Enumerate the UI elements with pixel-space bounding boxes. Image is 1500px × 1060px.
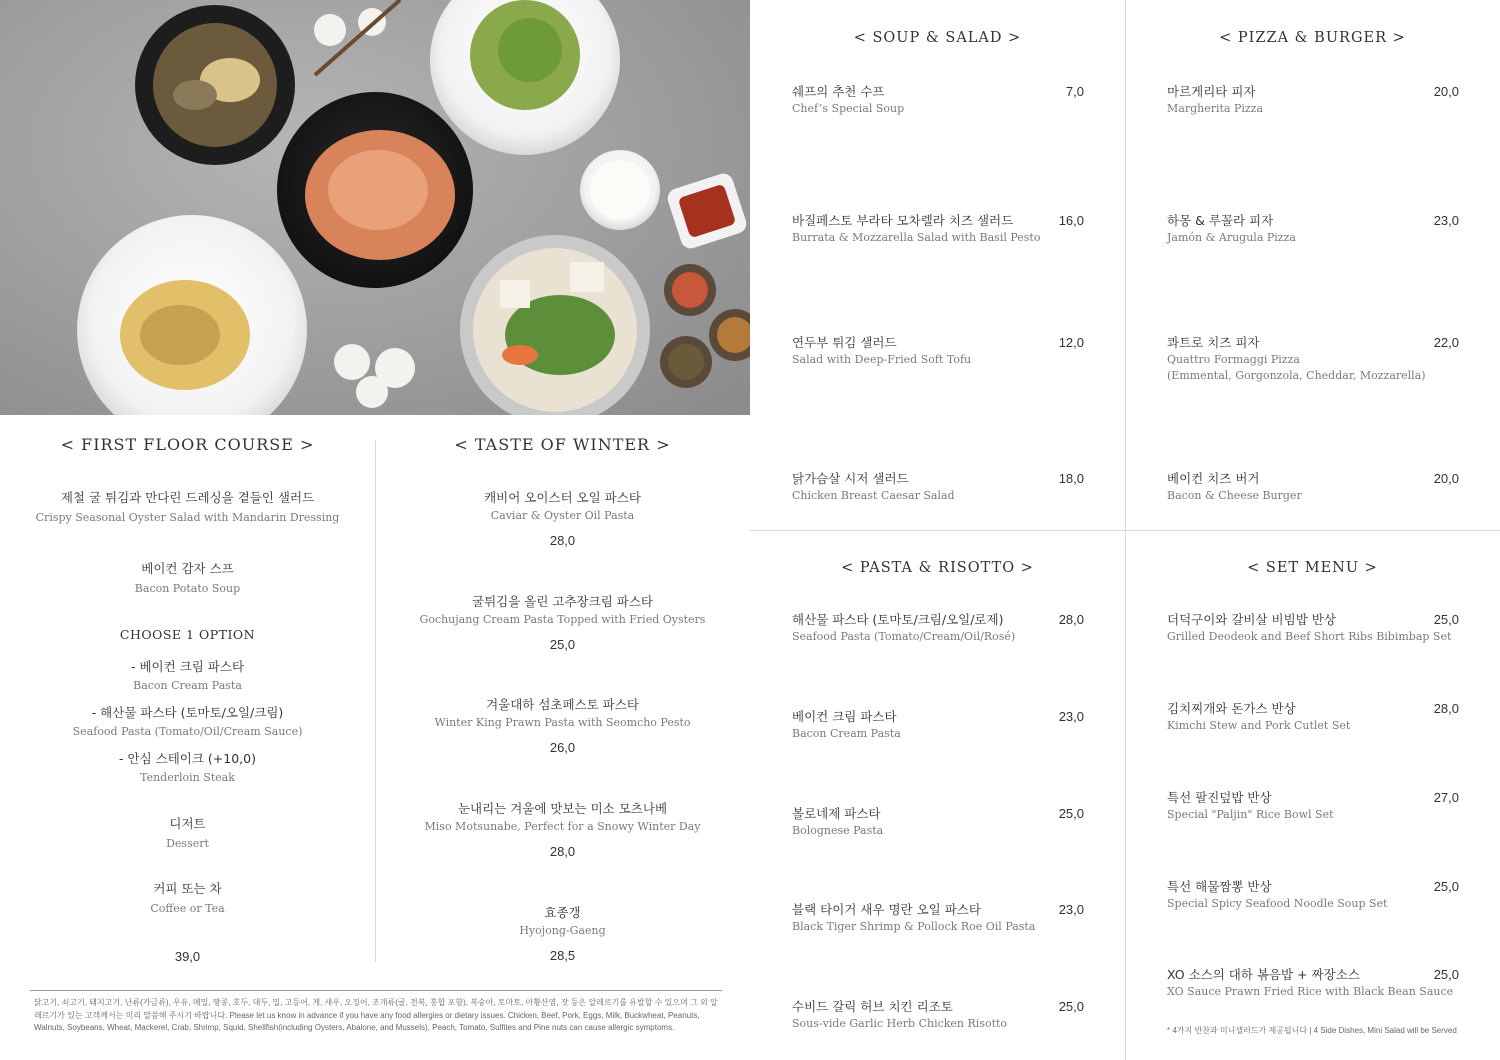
pasta-risotto-title: < PASTA & RISOTTO > bbox=[841, 560, 1034, 576]
menu-item bbox=[792, 612, 1015, 644]
menu-item bbox=[792, 213, 1040, 245]
menu-item-en-detail: (Emmental, Gorgonzola, Cheddar, Mozzarella) bbox=[1167, 369, 1426, 382]
menu-item-ko: 마르게리타 피자 bbox=[1167, 84, 1256, 99]
menu-item bbox=[792, 84, 904, 116]
menu-item-price: 18,0 bbox=[1058, 471, 1084, 486]
menu-item-ko: 더덕구이와 갈비살 비빔밥 반상 bbox=[1167, 612, 1336, 627]
course-item-en: Coffee or Tea bbox=[150, 902, 225, 915]
row-divider bbox=[750, 530, 1500, 531]
winter-item-en: Miso Motsunabe, Perfect for a Snowy Winter Day bbox=[424, 820, 701, 833]
course-item-en: Crispy Seasonal Oyster Salad with Mandarin Dressing bbox=[35, 511, 340, 524]
menu-item-ko: 쉐프의 추천 수프 bbox=[792, 84, 885, 99]
menu-item-en: Margherita Pizza bbox=[1167, 102, 1264, 115]
menu-item-price: 23,0 bbox=[1058, 709, 1084, 724]
menu-item bbox=[792, 709, 901, 741]
course-option-en: Tenderloin Steak bbox=[140, 771, 235, 784]
course-option bbox=[30, 705, 345, 739]
pizza-burger-title: < PIZZA & BURGER > bbox=[1219, 30, 1406, 46]
menu-item-ko: 볼로네제 파스타 bbox=[792, 806, 881, 821]
winter-item bbox=[405, 801, 720, 859]
menu-item bbox=[792, 902, 1035, 934]
course-option-en: Seafood Pasta (Tomato/Oil/Cream Sauce) bbox=[72, 725, 303, 738]
menu-item-ko: XO 소스의 대하 볶음밥 + 짜장소스 bbox=[1167, 967, 1360, 982]
menu-item-price: 28,0 bbox=[1433, 701, 1459, 716]
menu-item-price: 25,0 bbox=[1058, 999, 1084, 1014]
menu-item-ko: 콰트로 치즈 피자 bbox=[1167, 335, 1260, 350]
menu-item-en: Burrata & Mozzarella Salad with Basil Pesto bbox=[792, 231, 1041, 244]
course-item bbox=[30, 561, 345, 596]
winter-item-ko: 캐비어 오이스터 오일 파스타 bbox=[484, 490, 641, 505]
course-title: < FIRST FLOOR COURSE > bbox=[60, 435, 315, 454]
course-option-en: Bacon Cream Pasta bbox=[133, 679, 242, 692]
menu-item-price: 12,0 bbox=[1058, 335, 1084, 350]
course-option bbox=[30, 659, 345, 693]
winter-item-en: Winter King Prawn Pasta with Seomcho Pesto bbox=[434, 716, 691, 729]
winter-item-price: 28,5 bbox=[549, 948, 576, 963]
menu-item bbox=[1167, 213, 1296, 245]
menu-item-ko: 김치찌개와 돈가스 반상 bbox=[1167, 701, 1296, 716]
set-menu-note: * 4가지 반찬과 미니샐러드가 제공됩니다 | 4 Side Dishes, Mini Salad will be Served bbox=[1167, 1026, 1457, 1035]
menu-item bbox=[792, 999, 1007, 1031]
menu-item-ko: 블랙 타이거 새우 명란 오일 파스타 bbox=[792, 902, 981, 917]
menu-item bbox=[1167, 335, 1426, 383]
course-item-en: Bacon Potato Soup bbox=[134, 582, 241, 595]
menu-item bbox=[792, 806, 883, 838]
menu-item-price: 28,0 bbox=[1058, 612, 1084, 627]
winter-item-ko: 눈내리는 겨울에 맛보는 미소 모츠나베 bbox=[457, 801, 668, 816]
menu-item-price: 16,0 bbox=[1058, 213, 1084, 228]
menu-item-en: Bacon Cream Pasta bbox=[792, 727, 901, 740]
course-item bbox=[30, 881, 345, 916]
menu-item-en: Salad with Deep-Fried Soft Tofu bbox=[792, 353, 972, 366]
menu-item bbox=[792, 471, 955, 503]
menu-item-ko: 닭가슴살 시저 샐러드 bbox=[792, 471, 909, 486]
menu-item-en: Kimchi Stew and Pork Cutlet Set bbox=[1167, 719, 1351, 732]
menu-item-price: 25,0 bbox=[1433, 879, 1459, 894]
menu-item-price: 25,0 bbox=[1058, 806, 1084, 821]
menu-item-ko: 연두부 튀김 샐러드 bbox=[792, 335, 897, 350]
food-photo-illustration bbox=[0, 0, 750, 415]
course-item-en: Dessert bbox=[166, 837, 209, 850]
winter-item bbox=[405, 490, 720, 548]
menu-item-price: 25,0 bbox=[1433, 967, 1459, 982]
menu-item bbox=[1167, 84, 1263, 116]
winter-title: < TASTE OF WINTER > bbox=[454, 435, 671, 454]
course-option-ko: - 해산물 파스타 (토마토/오일/크림) bbox=[91, 705, 284, 720]
course-item-ko: 커피 또는 차 bbox=[153, 881, 222, 896]
menu-item-en: Black Tiger Shrimp & Pollock Roe Oil Pasta bbox=[792, 920, 1036, 933]
menu-item-price: 7,0 bbox=[1065, 84, 1084, 99]
course-price: 39,0 bbox=[174, 949, 201, 964]
menu-item-price: 27,0 bbox=[1433, 790, 1459, 805]
menu-item-ko: 해산물 파스타 (토마토/크림/오일/로제) bbox=[792, 612, 1004, 627]
course-item bbox=[30, 490, 345, 525]
course-item-ko: 제철 굴 튀김과 만다린 드레싱을 곁들인 샐러드 bbox=[60, 490, 315, 505]
winter-item-en: Hyojong-Gaeng bbox=[519, 924, 606, 937]
menu-item bbox=[1167, 612, 1451, 644]
course-option-ko: - 베이컨 크림 파스타 bbox=[130, 659, 245, 674]
menu-item-en: Special Spicy Seafood Noodle Soup Set bbox=[1167, 897, 1388, 910]
menu-item bbox=[1167, 967, 1453, 999]
course-option-ko: - 안심 스테이크 (+10,0) bbox=[119, 751, 256, 766]
course-item-ko: 베이컨 감자 스프 bbox=[141, 561, 234, 576]
menu-item-en: Sous-vide Garlic Herb Chicken Risotto bbox=[792, 1017, 1008, 1030]
winter-item-en: Caviar & Oyster Oil Pasta bbox=[490, 509, 635, 522]
allergy-note: 닭고기, 쇠고기, 돼지고기, 난류(가금류), 우유, 메밀, 땅콩, 호두, 대두, 밀, 고등어, 게, 새우, 오징어, 조개류(굴, 전복, 홍합 포함), 복숭아, 토마토, 아황산염, 잣 등은 알레르기를 유발할 수 있으며 그 외 알레르기가 있는 고객께서는 미리 말씀해 주시기 바랍니다. Please let us know in advance if you have any food allergies or dietary issues. Chicken, Beef, Pork, Eggs, Milk, Buckwheat, Peanuts, Walnuts, Soybeans, Wheat, Mackerel, Crab, Shrimp, Squid, Shellfish(including Oysters, Abalone, and Mussels), Peach, Tomato, Sulfites and Pine nuts can cause allergic symptoms. bbox=[34, 998, 718, 1032]
menu-item bbox=[1167, 790, 1334, 822]
menu-item bbox=[792, 335, 971, 367]
menu-item-ko: 베이컨 치즈 버거 bbox=[1167, 471, 1260, 486]
winter-item bbox=[405, 594, 720, 652]
menu-item-ko: 바질페스토 부라타 모차렐라 치즈 샐러드 bbox=[792, 213, 1014, 228]
winter-item-price: 28,0 bbox=[549, 533, 576, 548]
column-divider bbox=[375, 440, 376, 962]
winter-item bbox=[405, 697, 720, 755]
menu-item-price: 20,0 bbox=[1433, 84, 1459, 99]
menu-item-price: 20,0 bbox=[1433, 471, 1459, 486]
menu-item-price: 23,0 bbox=[1058, 902, 1084, 917]
winter-item-en: Gochujang Cream Pasta Topped with Fried Oysters bbox=[419, 613, 706, 626]
course-item bbox=[30, 816, 345, 851]
menu-item-en: Chef’s Special Soup bbox=[792, 102, 905, 115]
menu-item-price: 22,0 bbox=[1433, 335, 1459, 350]
menu-item-en: Quattro Formaggi Pizza bbox=[1167, 353, 1300, 366]
menu-item-price: 25,0 bbox=[1433, 612, 1459, 627]
menu-item-ko: 특선 해물짬뽕 반상 bbox=[1167, 879, 1272, 894]
winter-item bbox=[405, 905, 720, 963]
menu-item bbox=[1167, 471, 1302, 503]
menu-item bbox=[1167, 701, 1350, 733]
menu-item-en: Special "Paljin" Rice Bowl Set bbox=[1167, 808, 1334, 821]
set-menu-title: < SET MENU > bbox=[1247, 560, 1378, 576]
course-item-ko: 디저트 bbox=[169, 816, 206, 831]
menu-item-en: Bacon & Cheese Burger bbox=[1167, 489, 1302, 502]
food-photo bbox=[0, 0, 750, 415]
winter-item-ko: 굴튀김을 올린 고추장크림 파스타 bbox=[472, 594, 653, 609]
winter-item-ko: 효종갱 bbox=[544, 905, 581, 920]
menu-item-ko: 수비드 갈릭 허브 치킨 리조토 bbox=[792, 999, 953, 1014]
menu-item-en: Seafood Pasta (Tomato/Cream/Oil/Rosé) bbox=[792, 630, 1016, 643]
menu-item-en: Jamón & Arugula Pizza bbox=[1167, 231, 1296, 244]
allergy-divider bbox=[30, 990, 722, 991]
menu-item-price: 23,0 bbox=[1433, 213, 1459, 228]
menu-item-ko: 베이컨 크림 파스타 bbox=[792, 709, 897, 724]
menu-item-ko: 특선 팔진덮밥 반상 bbox=[1167, 790, 1272, 805]
menu-item-en: Chicken Breast Caesar Salad bbox=[792, 489, 955, 502]
winter-item-price: 28,0 bbox=[549, 844, 576, 859]
winter-item-price: 26,0 bbox=[549, 740, 576, 755]
winter-item-ko: 겨울대하 섬초페스토 파스타 bbox=[486, 697, 639, 712]
menu-item-ko: 하몽 & 루꼴라 피자 bbox=[1167, 213, 1274, 228]
winter-item-price: 25,0 bbox=[549, 637, 576, 652]
menu-item-en: Grilled Deodeok and Beef Short Ribs Bibimbap Set bbox=[1167, 630, 1452, 643]
option-heading: CHOOSE 1 OPTION bbox=[119, 627, 256, 642]
menu-item bbox=[1167, 879, 1387, 911]
menu-item-en: Bolognese Pasta bbox=[792, 824, 884, 837]
soup-salad-title: < SOUP & SALAD > bbox=[853, 30, 1022, 46]
menu-item-en: XO Sauce Prawn Fried Rice with Black Bean Sauce bbox=[1167, 985, 1454, 998]
course-option bbox=[30, 751, 345, 785]
